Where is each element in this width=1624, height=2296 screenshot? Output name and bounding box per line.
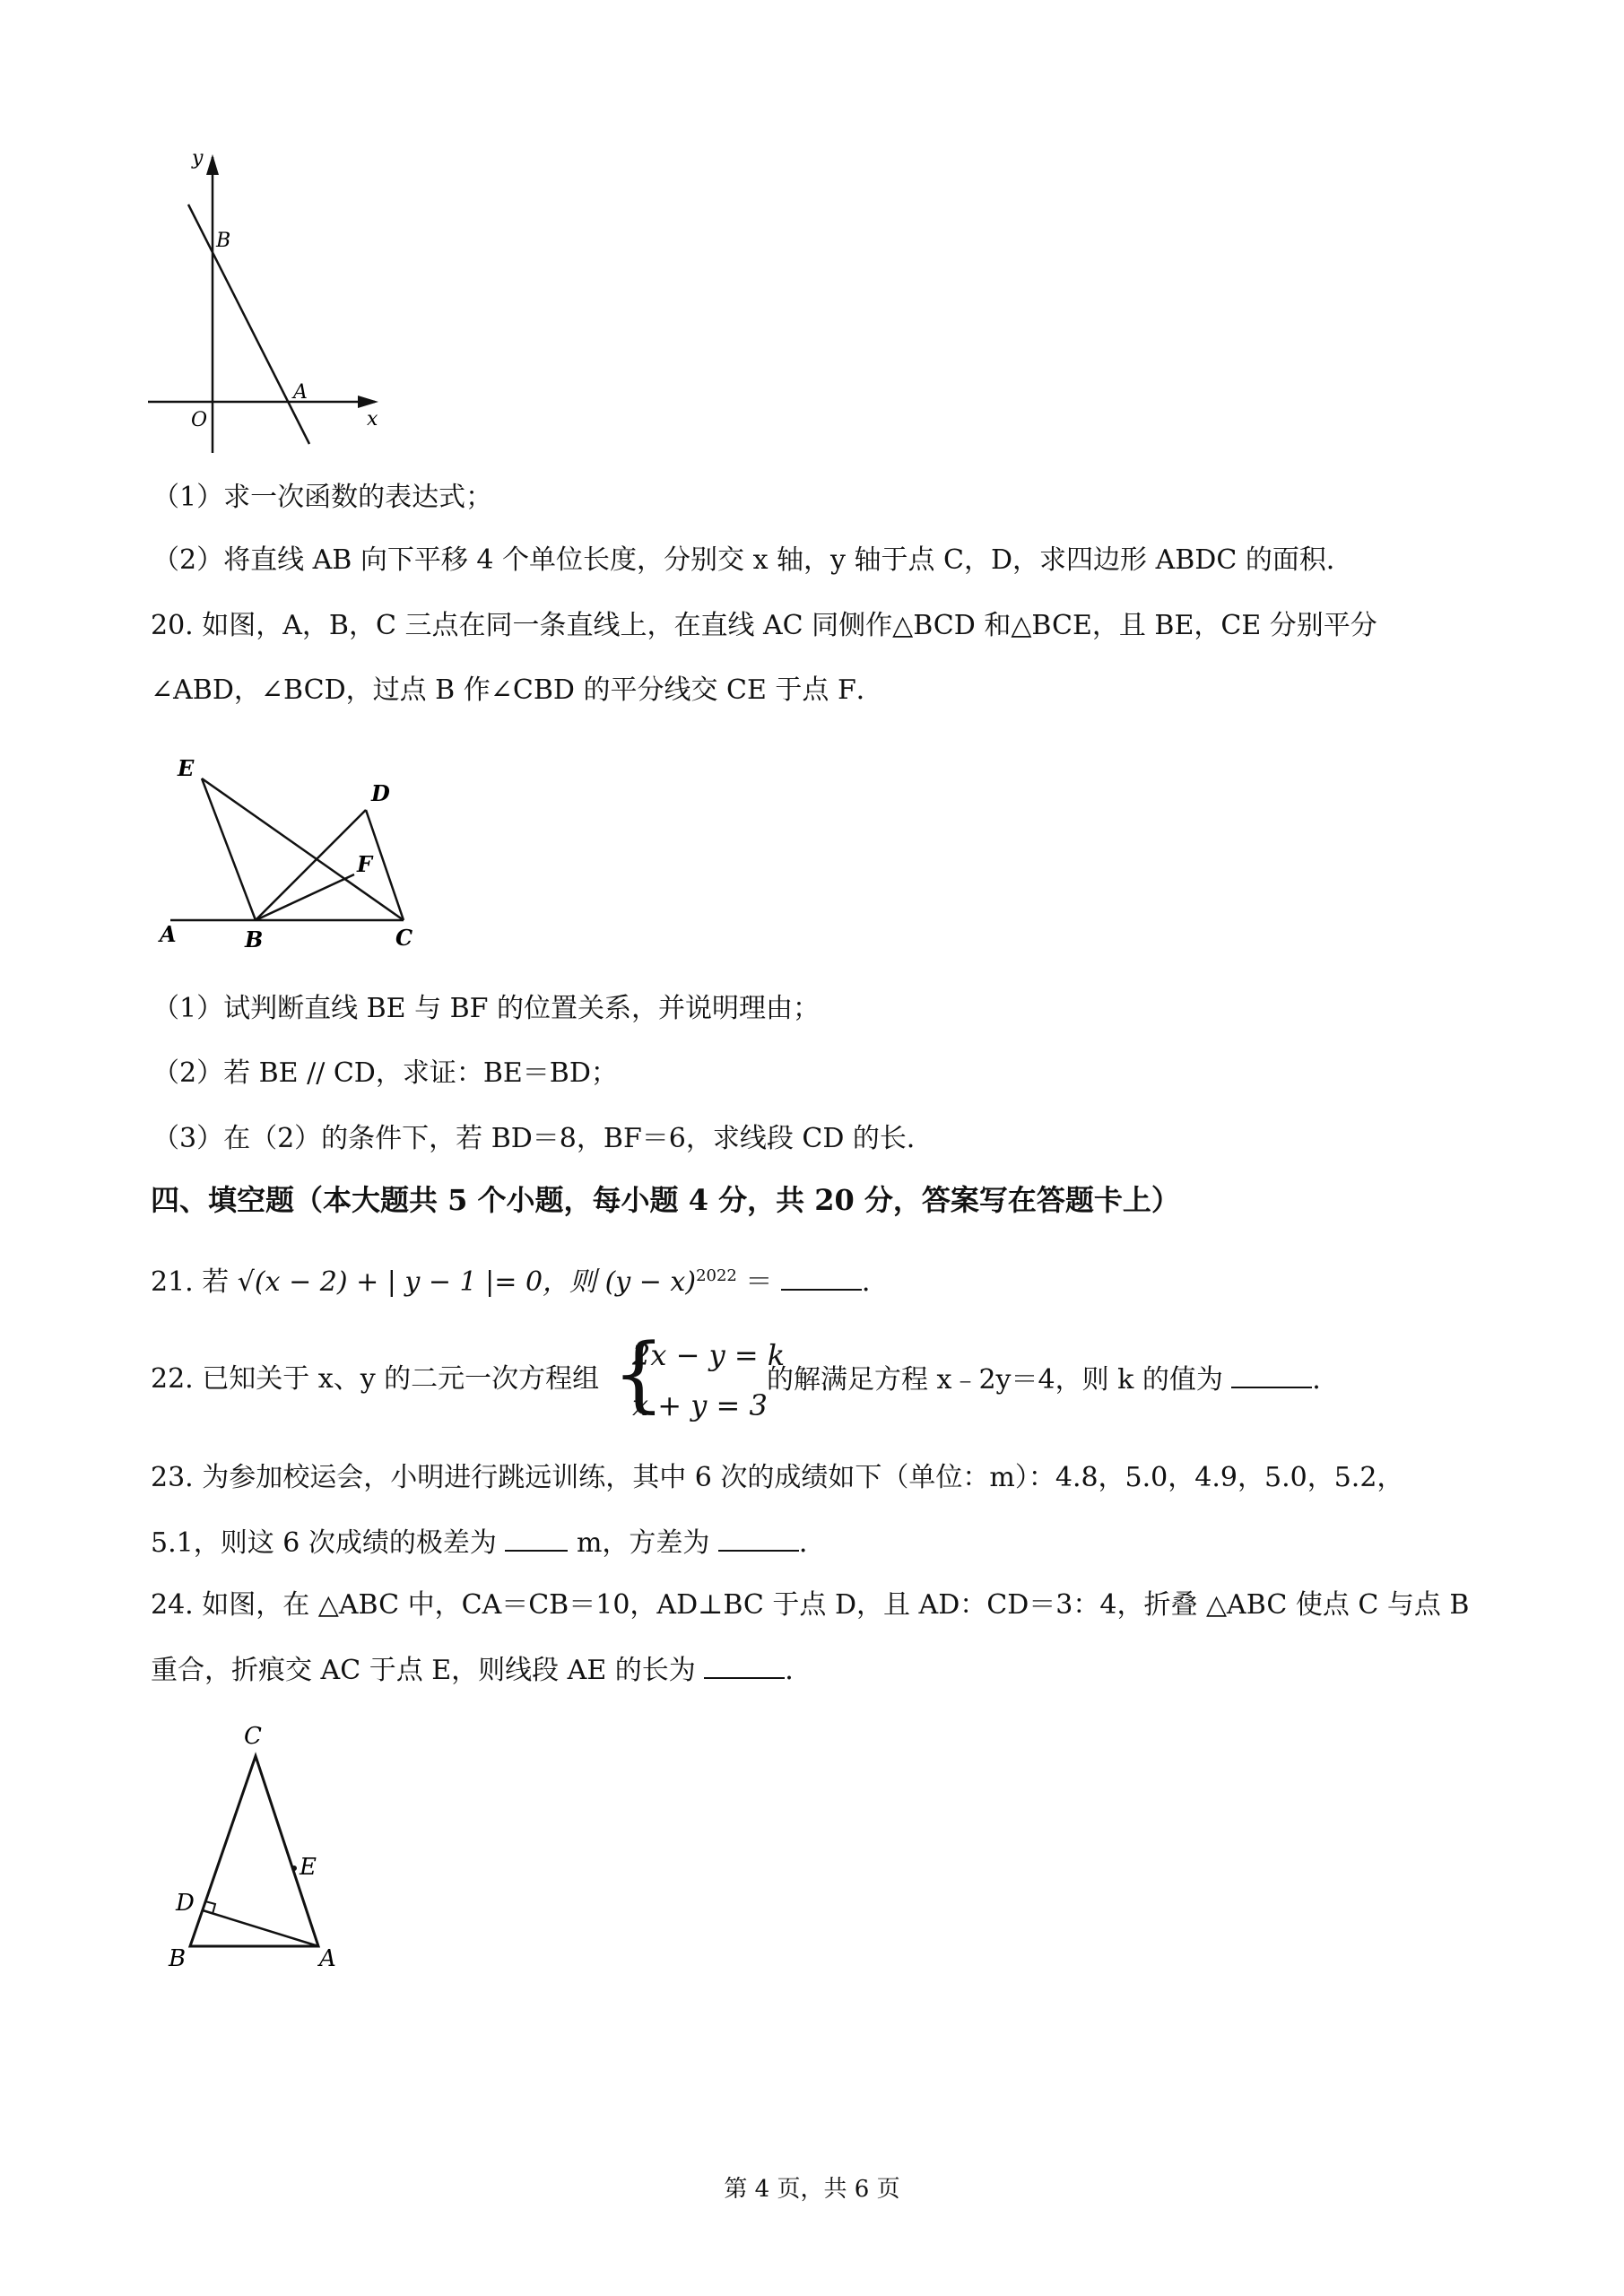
triangle-abc <box>190 1756 318 1946</box>
q23-variance-text: m，方差为 <box>576 1527 710 1559</box>
section-4-title: 四、填空题（本大题共 5 个小题，每小题 4 分，共 20 分，答案写在答题卡上） <box>151 1183 1180 1217</box>
page-footer: 第 4 页，共 6 页 <box>724 2176 900 2203</box>
label-a: A <box>160 921 177 947</box>
q24-text: 重合，折痕交 AC 于点 E，则线段 AE 的长为 <box>151 1655 696 1686</box>
q21-end: ． <box>861 1266 889 1298</box>
label-f: F <box>357 851 373 877</box>
q19-part1: （1）求一次函数的表达式； <box>152 482 493 513</box>
q21-expression: √(x − 2) + | y − 1 |= 0，则 (y − x) <box>237 1266 697 1298</box>
q22-brace: { <box>612 1326 665 1422</box>
label-c: C <box>395 925 413 951</box>
label-b: B <box>245 926 264 952</box>
label-b: B <box>169 1945 187 1972</box>
q20-part2: （2）若 BE // CD，求证：BE＝BD； <box>152 1057 618 1089</box>
label-d: D <box>176 1890 195 1917</box>
q20-stem-line2: ∠ABD，∠BCD，过点 B 作∠CBD 的平分线交 CE 于点 F． <box>151 674 883 706</box>
q24-line1: 24. 如图，在 △ABC 中，CA＝CB＝10，AD⊥BC 于点 D，且 AD：CD＝3：4，折叠 △ABC 使点 C 与点 B <box>151 1589 1470 1621</box>
label-c: C <box>244 1723 262 1750</box>
q22-equation-2: x + y = 3 <box>632 1388 768 1422</box>
q22-end: ． <box>1312 1364 1340 1396</box>
label-a: A <box>319 1945 336 1972</box>
q22-suffix: 的解满足方程 x﹣2y＝4，则 k 的值为 <box>767 1364 1223 1396</box>
label-b: B <box>216 230 231 252</box>
point-e <box>291 1866 297 1871</box>
q22-equation-1: 2x − y = k <box>632 1338 786 1372</box>
label-a: A <box>293 381 308 404</box>
label-y: y <box>192 147 204 170</box>
label-e: E <box>300 1854 317 1881</box>
q23-range-text: 5.1，则这 6 次成绩的极差为 <box>151 1527 497 1559</box>
label-d: D <box>371 780 390 806</box>
segment-ad <box>203 1910 318 1946</box>
q20-part1: （1）试判断直线 BE 与 BF 的位置关系，并说明理由； <box>152 993 821 1024</box>
q21-prefix: 21. 若 <box>151 1266 230 1298</box>
q19-part2: （2）将直线 AB 向下平移 4 个单位长度，分别交 x 轴，y 轴于点 C，D，求四边形 ABDC 的面积． <box>152 544 1353 576</box>
label-e: E <box>178 755 195 781</box>
q20-stem-line1: 20. 如图，A，B，C 三点在同一条直线上，在直线 AC 同侧作△BCD 和△BCE，且 BE，CE 分别平分 <box>151 610 1377 641</box>
q20-part3: （3）在（2）的条件下，若 BD＝8，BF＝6，求线段 CD 的长． <box>152 1123 934 1154</box>
q24-end: ． <box>785 1655 812 1686</box>
label-x: x <box>367 408 378 430</box>
q23-line1: 23. 为参加校运会，小明进行跳远训练，其中 6 次的成绩如下（单位：m）：4.8，5.0，4.9，5.0，5.2， <box>151 1462 1404 1493</box>
q21-equals: ＝ <box>745 1266 773 1298</box>
q23-end: ． <box>798 1527 826 1559</box>
q21-exponent: 2022 <box>696 1266 737 1285</box>
q22-prefix: 22. 已知关于 x、y 的二元一次方程组 <box>151 1363 600 1395</box>
label-o: O <box>191 409 208 431</box>
